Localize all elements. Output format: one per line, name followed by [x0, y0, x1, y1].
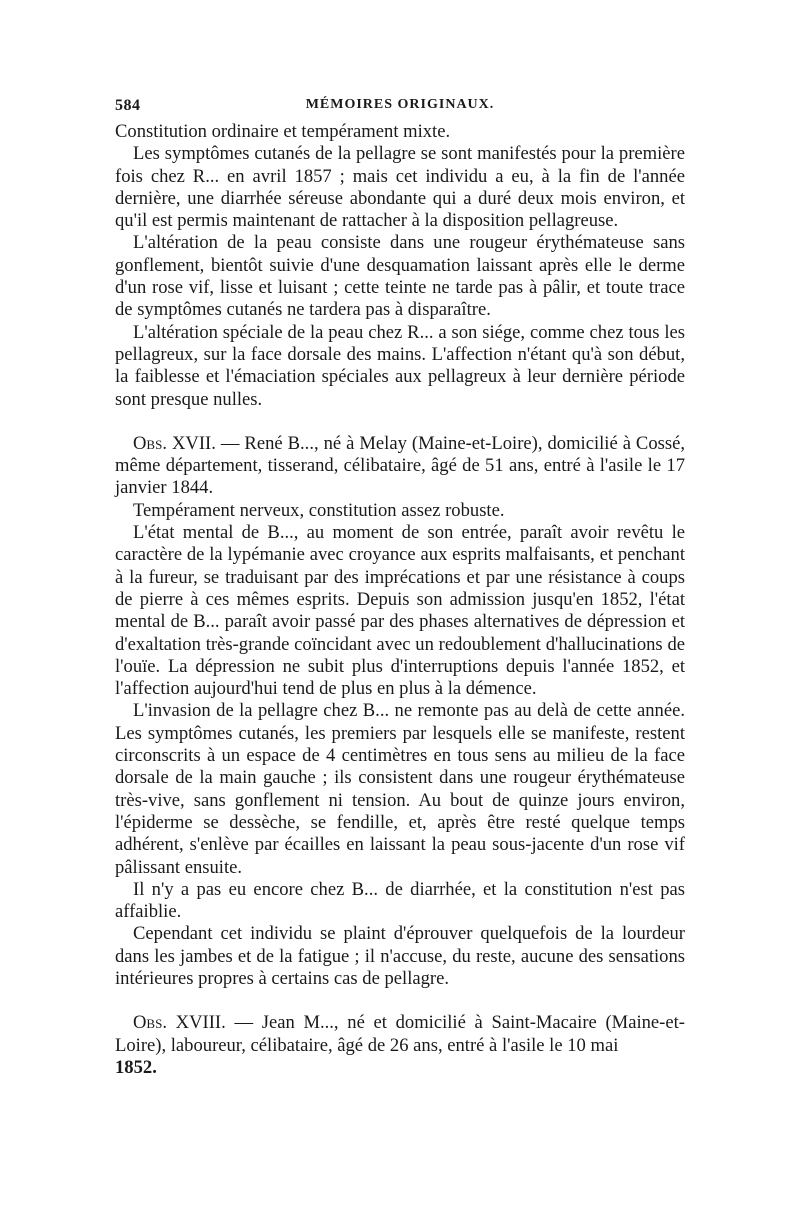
paragraph: Cependant cet individu se plaint d'éprouver quelquefois de la lourdeur dans les jambes et de la fatigue ; il n'accuse, du reste, aucune des sensations intérieures propres à certains cas de pellagre. — [115, 923, 685, 989]
paragraph: Il n'y a pas eu encore chez B... de diarrhée, et la constitution n'est pas affaiblie. — [115, 878, 685, 923]
paragraph: Tempérament nerveux, constitution assez robuste. — [133, 499, 505, 521]
page-header — [115, 95, 685, 121]
paragraph-continuation — [115, 1057, 685, 1079]
paragraph: L'altération spéciale de la peau chez R... a son siége, comme chez tous les pellagreux, sur la face dorsale des mains. L'affection n'étant qu'à son début, la faiblesse et l'émaciation spéciales aux pellagreux à leur dernière période sont presque nulles. — [115, 321, 685, 410]
paragraph: Constitution ordinaire et tempérament mixte. — [115, 121, 451, 142]
book-page — [115, 95, 685, 1079]
section-gap — [115, 411, 685, 433]
paragraph: Les symptômes cutanés de la pellagre se sont manifestés pour la première fois chez R... en avril 1857 ; mais cet individu a eu, à la fin de l'année dernière, une diarrhée séreuse abondante qui a duré deux mois environ, et qu'il est permis maintenant de rattacher à la disposition pellagreuse. — [115, 143, 685, 232]
observation-label: Obs. XVII. — [133, 432, 216, 454]
paragraph: L'invasion de la pellagre chez B... ne remonte pas au delà de cette année. Les symptômes cutanés, les premiers par lesquels elle se manifeste, restent circonscrits à un espace de 4 centimètres en tous sens au milieu de la face dorsale de la main gauche ; ils consistent dans une rougeur érythémateuse très-vive, sans gonflement ni tension. Au bout de quinze jours environ, l'épiderme se dessèche, se fendille, et, après être resté quelque temps adhérent, s'enlève par écailles en laissant la peau sous-jacente d'un rose vif pâlissant ensuite. — [115, 700, 685, 878]
section-gap — [115, 990, 685, 1012]
observation-intro: — René B..., né à Melay (Maine-et-Loire), domicilié à Cossé, même département, tisserand, célibataire, âgé de 51 ans, entré à l'asile le 17 janvier 1844. — [115, 432, 686, 499]
admission-year: 1852. — [115, 1056, 157, 1078]
running-title: MÉMOIRES ORIGINAUX. — [305, 97, 495, 112]
observation-heading-paragraph — [115, 433, 685, 500]
page-number: 584 — [115, 97, 141, 114]
observation-intro: — Jean M..., né et domicilié à Saint-Macaire (Maine-et-Loire), laboureur, célibataire, âgé de 26 ans, entré à l'asile le 10 mai — [115, 1012, 685, 1056]
paragraph: L'altération de la peau consiste dans une rougeur érythémateuse sans gonflement, bientôt suivie d'une desquamation laissant après elle le derme d'un rose vif, lisse et luisant ; cette teinte ne tarde pas à pâlir, et toute trace de symptômes cutanés ne tardera pas à disparaître. — [115, 232, 685, 321]
observation-label: Obs. XVIII. — [133, 1012, 226, 1034]
paragraph: L'état mental de B..., au moment de son entrée, paraît avoir revêtu le caractère de la lypémanie avec croyance aux esprits malfaisants, et penchant à la fureur, se traduisant par des imprécations et par une résistance à coups de pierre à ces mêmes esprits. Depuis son admission jusqu'en 1852, l'état mental de B... paraît avoir passé par des phases alternatives de dépression et d'exaltation très-grande coïncidant avec un redoublement d'hallucinations de l'ouïe. La dépression ne subit plus d'interruptions depuis l'année 1852, et l'affection aujourd'hui tend de plus en plus à la démence. — [115, 522, 685, 700]
observation-heading-paragraph — [115, 1012, 685, 1057]
